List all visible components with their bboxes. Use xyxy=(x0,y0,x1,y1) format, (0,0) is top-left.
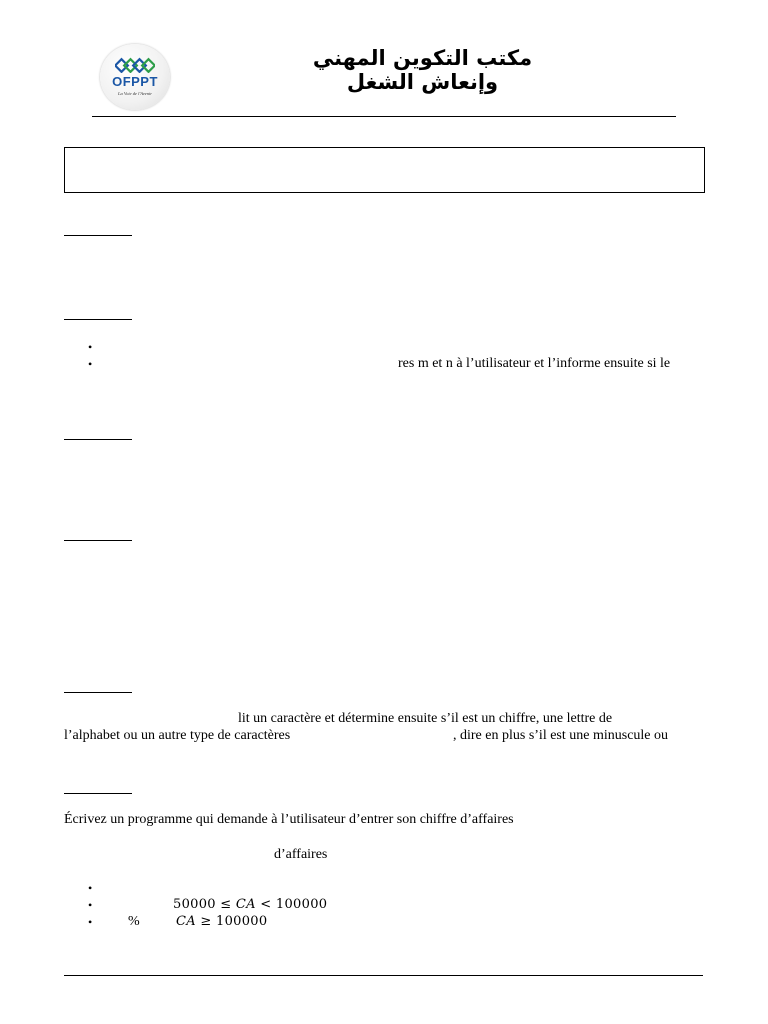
math-upper-bound: < 100000 xyxy=(255,897,328,912)
exercise-text-line: Écrivez un programme qui demande à l’utilisateur d’entrer son chiffre d’affaires xyxy=(64,812,514,827)
title-box xyxy=(64,147,705,193)
ofppt-logo xyxy=(100,44,170,110)
math-lower-bound: 50000 ≤ xyxy=(173,897,236,912)
math-bound: ≥ 100000 xyxy=(195,914,268,929)
exercise-text-line: lit un caractère et détermine ensuite s’il est un chiffre, une lettre de xyxy=(238,711,613,726)
institution-title: مكتب التكوين المهني وإنعاش الشغل xyxy=(312,46,533,94)
percent-sign: % xyxy=(128,914,140,929)
logo-rings-icon xyxy=(115,57,155,73)
math-condition xyxy=(176,914,267,930)
footer-divider xyxy=(64,975,703,976)
exercise-text-line: d’affaires xyxy=(274,847,328,862)
list-bullet: • xyxy=(88,881,93,895)
list-bullet: • xyxy=(88,915,93,929)
exercise-text-line: , dire en plus s’il est une minuscule ou xyxy=(453,728,669,743)
math-condition xyxy=(173,897,327,913)
list-bullet: • xyxy=(88,898,93,912)
exercise-heading-underline xyxy=(64,439,132,440)
header-divider xyxy=(92,116,676,117)
exercise-heading-underline xyxy=(64,692,132,693)
exercise-text-line: res m et n à l’utilisateur et l’informe ensuite si le xyxy=(398,356,671,371)
math-variable: CA xyxy=(235,897,256,912)
logo-text: OFPPT xyxy=(112,74,158,89)
list-bullet: • xyxy=(88,357,93,371)
math-variable: CA xyxy=(176,914,196,929)
exercise-heading-underline xyxy=(64,235,132,236)
exercise-heading-underline xyxy=(64,319,132,320)
list-bullet: • xyxy=(88,340,93,354)
exercise-heading-underline xyxy=(64,540,132,541)
exercise-heading-underline xyxy=(64,793,132,794)
exercise-text-line: l’alphabet ou un autre type de caractères xyxy=(64,728,291,743)
logo-tagline: La Voie de l'Avenir xyxy=(117,91,153,96)
